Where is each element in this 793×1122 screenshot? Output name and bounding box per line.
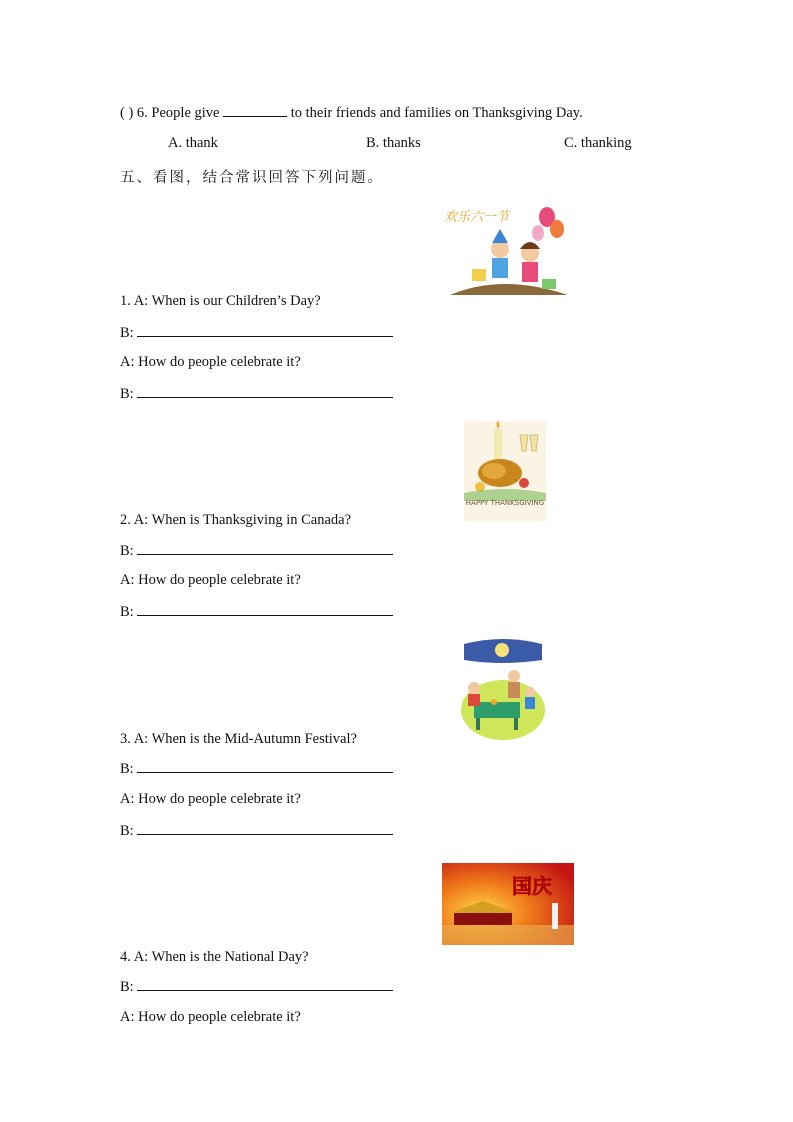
thanksgiving-caption: HAPPY THANKSGIVING — [465, 499, 545, 507]
answer-blank[interactable] — [137, 324, 393, 337]
answer-blank[interactable] — [223, 104, 287, 117]
national-day-picture — [442, 863, 574, 945]
question-4-answer-1 — [120, 978, 393, 996]
childrens-day-picture — [442, 203, 572, 299]
question-2: 2. A: When is Thanksgiving in Canada? — [120, 512, 352, 528]
mid-autumn-picture — [458, 632, 548, 742]
question-3-answer-1 — [120, 760, 393, 778]
answer-label: B: — [120, 386, 134, 402]
question-6 — [120, 104, 583, 122]
question-1: 1. A: When is our Children’s Day? — [120, 293, 321, 309]
answer-label: B: — [120, 325, 134, 341]
option-c: C. thanking — [564, 135, 632, 151]
question-1-answer-1 — [120, 324, 393, 342]
answer-label: B: — [120, 823, 134, 839]
question-4-followup: A: How do people celebrate it? — [120, 1009, 301, 1025]
question-1-followup: A: How do people celebrate it? — [120, 354, 301, 370]
question-3-answer-2 — [120, 822, 393, 840]
question-6-stem-before: People give — [151, 105, 220, 121]
answer-blank[interactable] — [137, 603, 393, 616]
question-6-stem-after: to their friends and families on Thanksgiving Day. — [290, 105, 583, 121]
answer-blank[interactable] — [137, 385, 393, 398]
thanksgiving-picture — [464, 421, 546, 521]
national-day-caption: 国庆 — [512, 874, 552, 898]
answer-blank[interactable] — [137, 760, 393, 773]
question-2-answer-2 — [120, 603, 393, 621]
answer-label: B: — [120, 979, 134, 995]
question-3: 3. A: When is the Mid-Autumn Festival? — [120, 731, 357, 747]
question-1-answer-2 — [120, 385, 393, 403]
option-a: A. thank — [168, 135, 218, 151]
question-2-followup: A: How do people celebrate it? — [120, 572, 301, 588]
option-b: B. thanks — [366, 135, 421, 151]
childrens-day-caption: 欢乐六一节 — [444, 210, 510, 225]
question-6-number: ( ) 6. — [120, 105, 148, 121]
answer-label: B: — [120, 761, 134, 777]
question-2-answer-1 — [120, 542, 393, 560]
answer-blank[interactable] — [137, 978, 393, 991]
answer-blank[interactable] — [137, 542, 393, 555]
answer-blank[interactable] — [137, 822, 393, 835]
answer-label: B: — [120, 543, 134, 559]
answer-label: B: — [120, 604, 134, 620]
question-3-followup: A: How do people celebrate it? — [120, 791, 301, 807]
section-title: 五、看图，结合常识回答下列问题。 — [120, 170, 384, 186]
question-4: 4. A: When is the National Day? — [120, 949, 309, 965]
